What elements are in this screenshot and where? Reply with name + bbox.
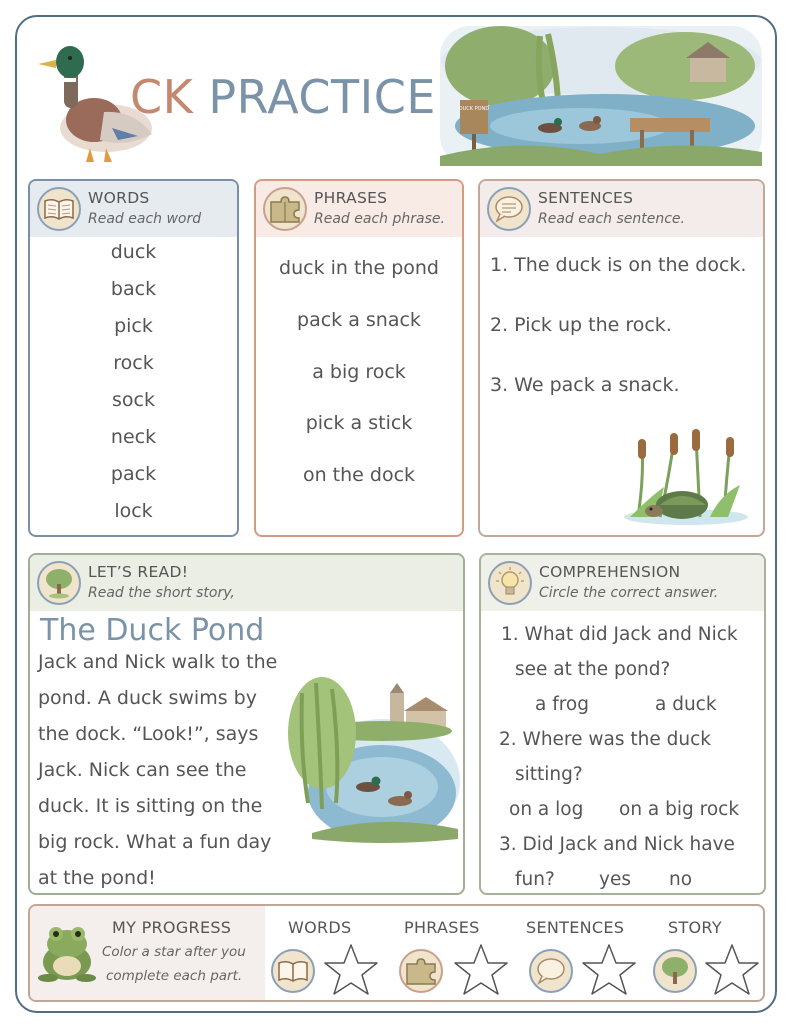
progress-label-sentences: SENTENCES: [526, 918, 625, 937]
story-instruction: Read the short story,: [88, 585, 235, 601]
story-line: pond. A duck swims by: [38, 687, 257, 709]
word-item: sock: [112, 389, 155, 411]
answer-option[interactable]: a frog: [535, 694, 589, 715]
title-practice: PRACTICE: [208, 70, 436, 124]
duck-pond-illustration: [440, 26, 762, 166]
sentences-heading: SENTENCES: [538, 189, 634, 207]
title-ck: CK: [130, 70, 194, 124]
lightbulb-icon: [487, 560, 533, 606]
question-1-cont: see at the pond?: [515, 659, 671, 680]
sentence-item: 2. Pick up the rock.: [490, 314, 672, 336]
story-line: at the pond!: [38, 867, 156, 889]
progress-label-words: WORDS: [288, 918, 352, 937]
answer-option[interactable]: on a big rock: [619, 799, 740, 820]
comprehension-instruction: Circle the correct answer.: [539, 585, 719, 601]
story-line: duck. It is sitting on the: [38, 795, 263, 817]
star-icon[interactable]: [452, 942, 510, 998]
progress-label-phrases: PHRASES: [404, 918, 480, 937]
answer-option[interactable]: on a log: [509, 799, 584, 820]
word-item: back: [110, 278, 157, 300]
puzzle-icon: [262, 186, 308, 232]
story-title: The Duck Pond: [40, 613, 265, 648]
puzzle-icon: [398, 948, 444, 994]
question-1: 1. What did Jack and Nick: [501, 624, 738, 645]
story-line: big rock. What a fun day: [38, 831, 272, 853]
phrase-item: duck in the pond: [279, 257, 439, 279]
tree-icon: [652, 948, 698, 994]
phrases-panel: [254, 179, 464, 537]
word-item: neck: [110, 426, 157, 448]
progress-heading: MY PROGRESS: [112, 918, 232, 937]
story-heading: LET’S READ!: [88, 563, 189, 581]
phrases-instruction: Read each phrase.: [314, 211, 445, 227]
sentences-instruction: Read each sentence.: [538, 211, 685, 227]
sentence-item: 1. The duck is on the dock.: [490, 254, 747, 276]
progress-panel: [28, 904, 765, 1002]
word-item: pack: [110, 463, 157, 485]
words-panel: [28, 179, 239, 537]
progress-label-story: STORY: [668, 918, 722, 937]
words-header: [30, 181, 237, 237]
sentences-header: [480, 181, 763, 237]
star-icon[interactable]: [322, 942, 380, 998]
answer-option[interactable]: no: [669, 869, 693, 890]
phrase-item: pack a snack: [297, 309, 421, 331]
words-heading: WORDS: [88, 189, 150, 207]
village-pond-illustration: [282, 663, 462, 847]
word-item: lock: [114, 500, 153, 522]
question-3: 3. Did Jack and Nick have: [499, 834, 735, 855]
question-2-cont: sitting?: [515, 764, 583, 785]
question-3-cont: fun?: [515, 869, 555, 890]
phrases-heading: PHRASES: [314, 189, 388, 207]
question-2: 2. Where was the duck: [499, 729, 711, 750]
story-panel: [28, 553, 465, 895]
word-item: rock: [113, 352, 154, 374]
story-line: Jack. Nick can see the: [38, 759, 247, 781]
progress-instruction-line2: complete each part.: [106, 968, 243, 984]
comprehension-header: [481, 555, 764, 611]
pond-sign-text: DUCK POND: [458, 106, 490, 112]
book-icon: [36, 186, 82, 232]
tree-icon: [36, 560, 82, 606]
story-header: [30, 555, 463, 611]
progress-header: [30, 906, 265, 1000]
phrase-item: a big rock: [312, 361, 406, 383]
phrases-header: [256, 181, 462, 237]
phrase-item: on the dock: [302, 464, 416, 486]
turtle-cattails-illustration: [620, 427, 752, 527]
word-item: pick: [114, 315, 153, 337]
words-instruction: Read each word: [88, 211, 202, 227]
frog-illustration: [36, 918, 98, 984]
speech-bubble-icon: [528, 948, 574, 994]
speech-bubble-icon: [486, 186, 532, 232]
sentences-panel: [478, 179, 765, 537]
star-icon[interactable]: [703, 942, 761, 998]
answer-option[interactable]: a duck: [655, 694, 717, 715]
comprehension-heading: COMPREHENSION: [539, 563, 681, 581]
phrase-item: pick a stick: [305, 412, 413, 434]
answer-option[interactable]: yes: [599, 869, 631, 890]
book-icon: [270, 948, 316, 994]
progress-instruction-line1: Color a star after you: [102, 944, 246, 960]
story-line: the dock. “Look!”, says: [38, 723, 259, 745]
word-item: duck: [110, 241, 157, 263]
page-title: [130, 70, 436, 124]
story-line: Jack and Nick walk to the: [38, 651, 278, 673]
comprehension-panel: [479, 553, 766, 895]
sentence-item: 3. We pack a snack.: [490, 374, 680, 396]
star-icon[interactable]: [580, 942, 638, 998]
